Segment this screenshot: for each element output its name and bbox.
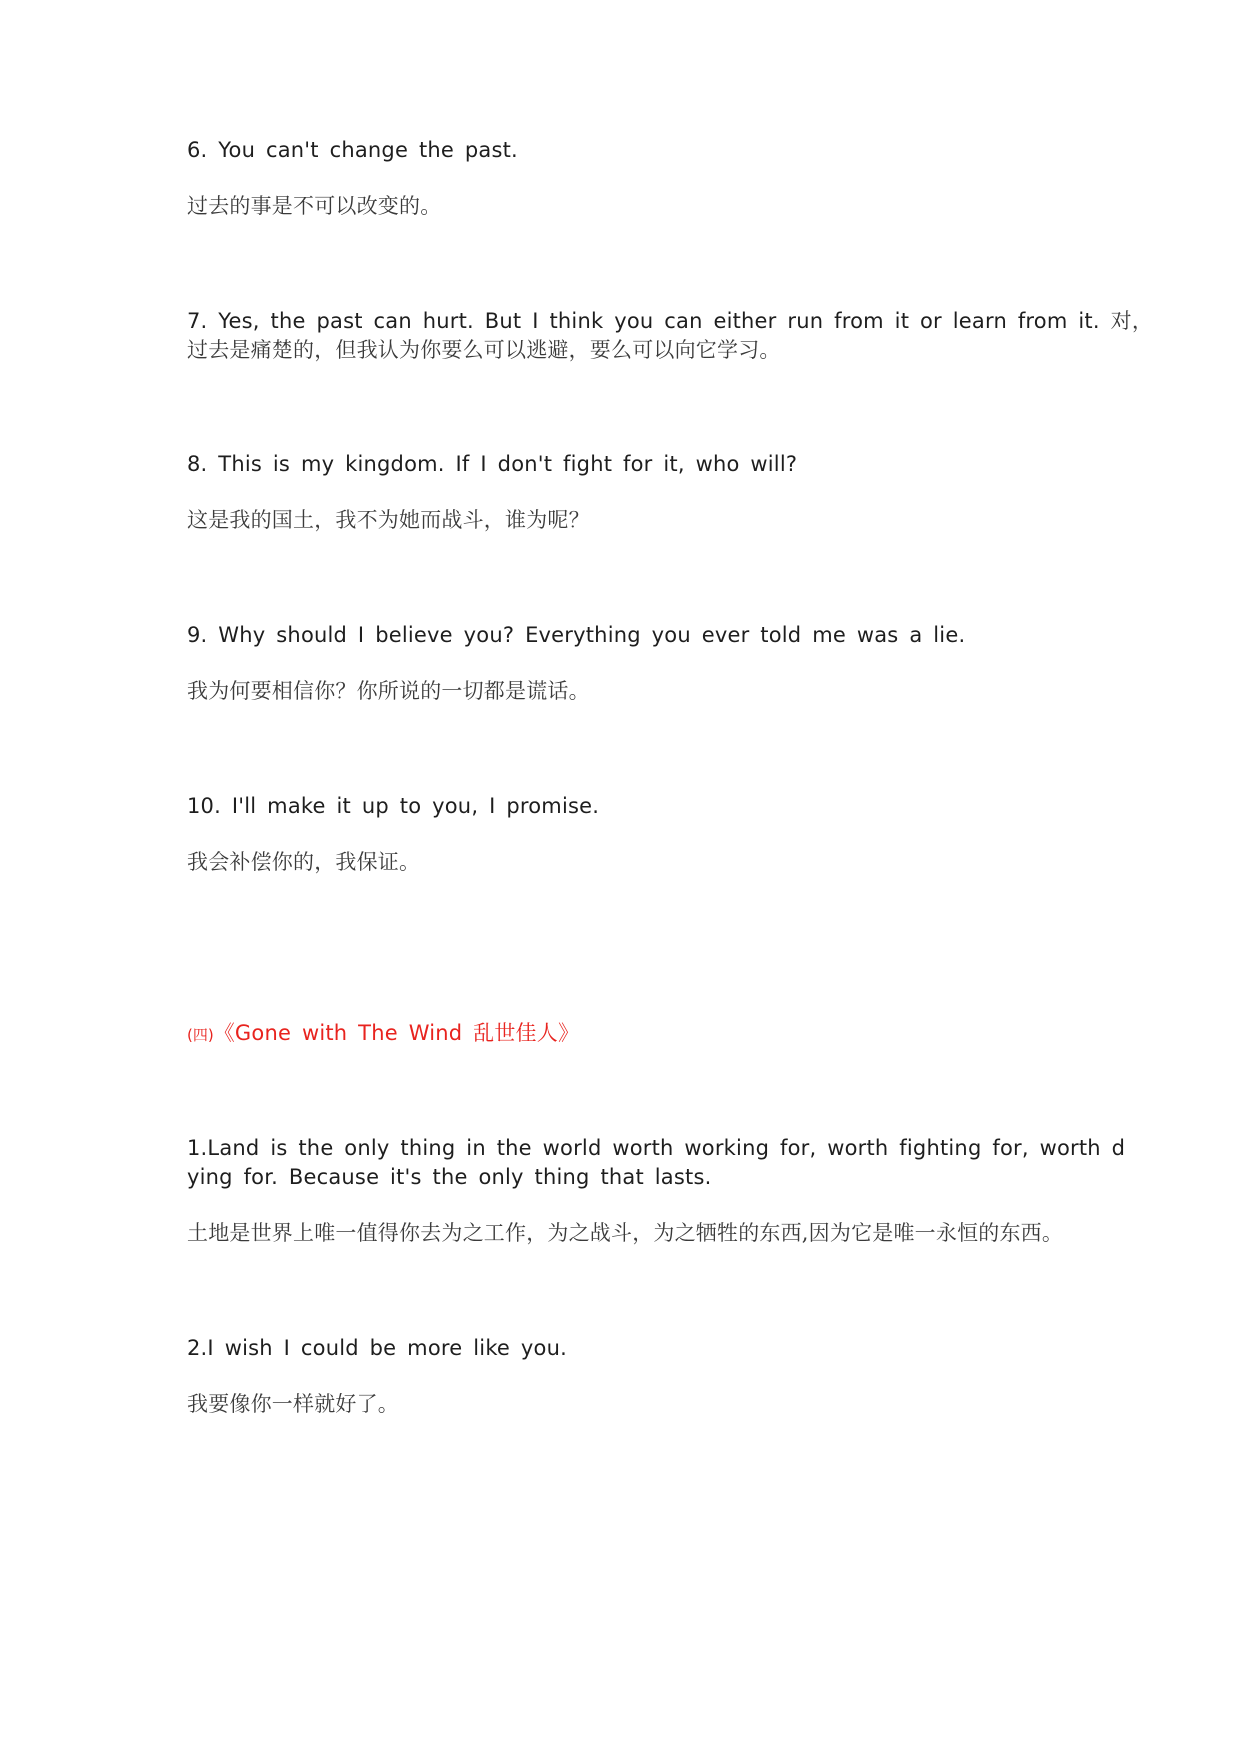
quote-9-english: 9. Why should I believe you? Everything you ever told me was a lie. xyxy=(187,623,966,647)
quote-6-chinese: 过去的事是不可以改变的。 xyxy=(187,194,442,218)
gwtw-quote-2-english: 2.I wish I could be more like you. xyxy=(187,1336,567,1360)
gwtw-quote-2-chinese: 我要像你一样就好了。 xyxy=(187,1392,399,1416)
quote-8-chinese: 这是我的国土，我不为她而战斗，谁为呢？ xyxy=(187,508,590,532)
gwtw-quote-1-chinese: 土地是世界上唯一值得你去为之工作，为之战斗，为之牺牲的东西,因为它是唯一永恒的东西。 xyxy=(187,1221,1064,1245)
quote-7-chinese-inline: 对， xyxy=(1110,309,1154,333)
quote-7-chinese: 过去是痛楚的，但我认为你要么可以逃避，要么可以向它学习。 xyxy=(187,338,781,362)
gwtw-quote-1-english-line-2: ying for. Because it's the only thing that lasts. xyxy=(187,1165,712,1189)
quote-9-chinese: 我为何要相信你？你所说的一切都是谎话。 xyxy=(187,679,590,703)
quote-7-english: 7. Yes, the past can hurt. But I think you can either run from it or learn from it. xyxy=(187,309,1100,333)
quote-6-english: 6. You can't change the past. xyxy=(187,138,518,162)
quote-10-chinese: 我会补偿你的，我保证。 xyxy=(187,850,421,874)
section-4-heading xyxy=(187,1017,1077,1051)
gwtw-quote-1-english-line-1: 1.Land is the only thing in the world worth working for, worth fighting for, worth d xyxy=(187,1136,1126,1160)
quote-10-english: 10. I'll make it up to you, I promise. xyxy=(187,794,600,818)
quote-8-english: 8. This is my kingdom. If I don't fight for it, who will? xyxy=(187,452,798,476)
section-4-marker: (四) xyxy=(187,1026,214,1044)
quote-7-english-line xyxy=(187,305,1154,337)
section-4-title: 《Gone with The Wind 乱世佳人》 xyxy=(213,1021,580,1045)
